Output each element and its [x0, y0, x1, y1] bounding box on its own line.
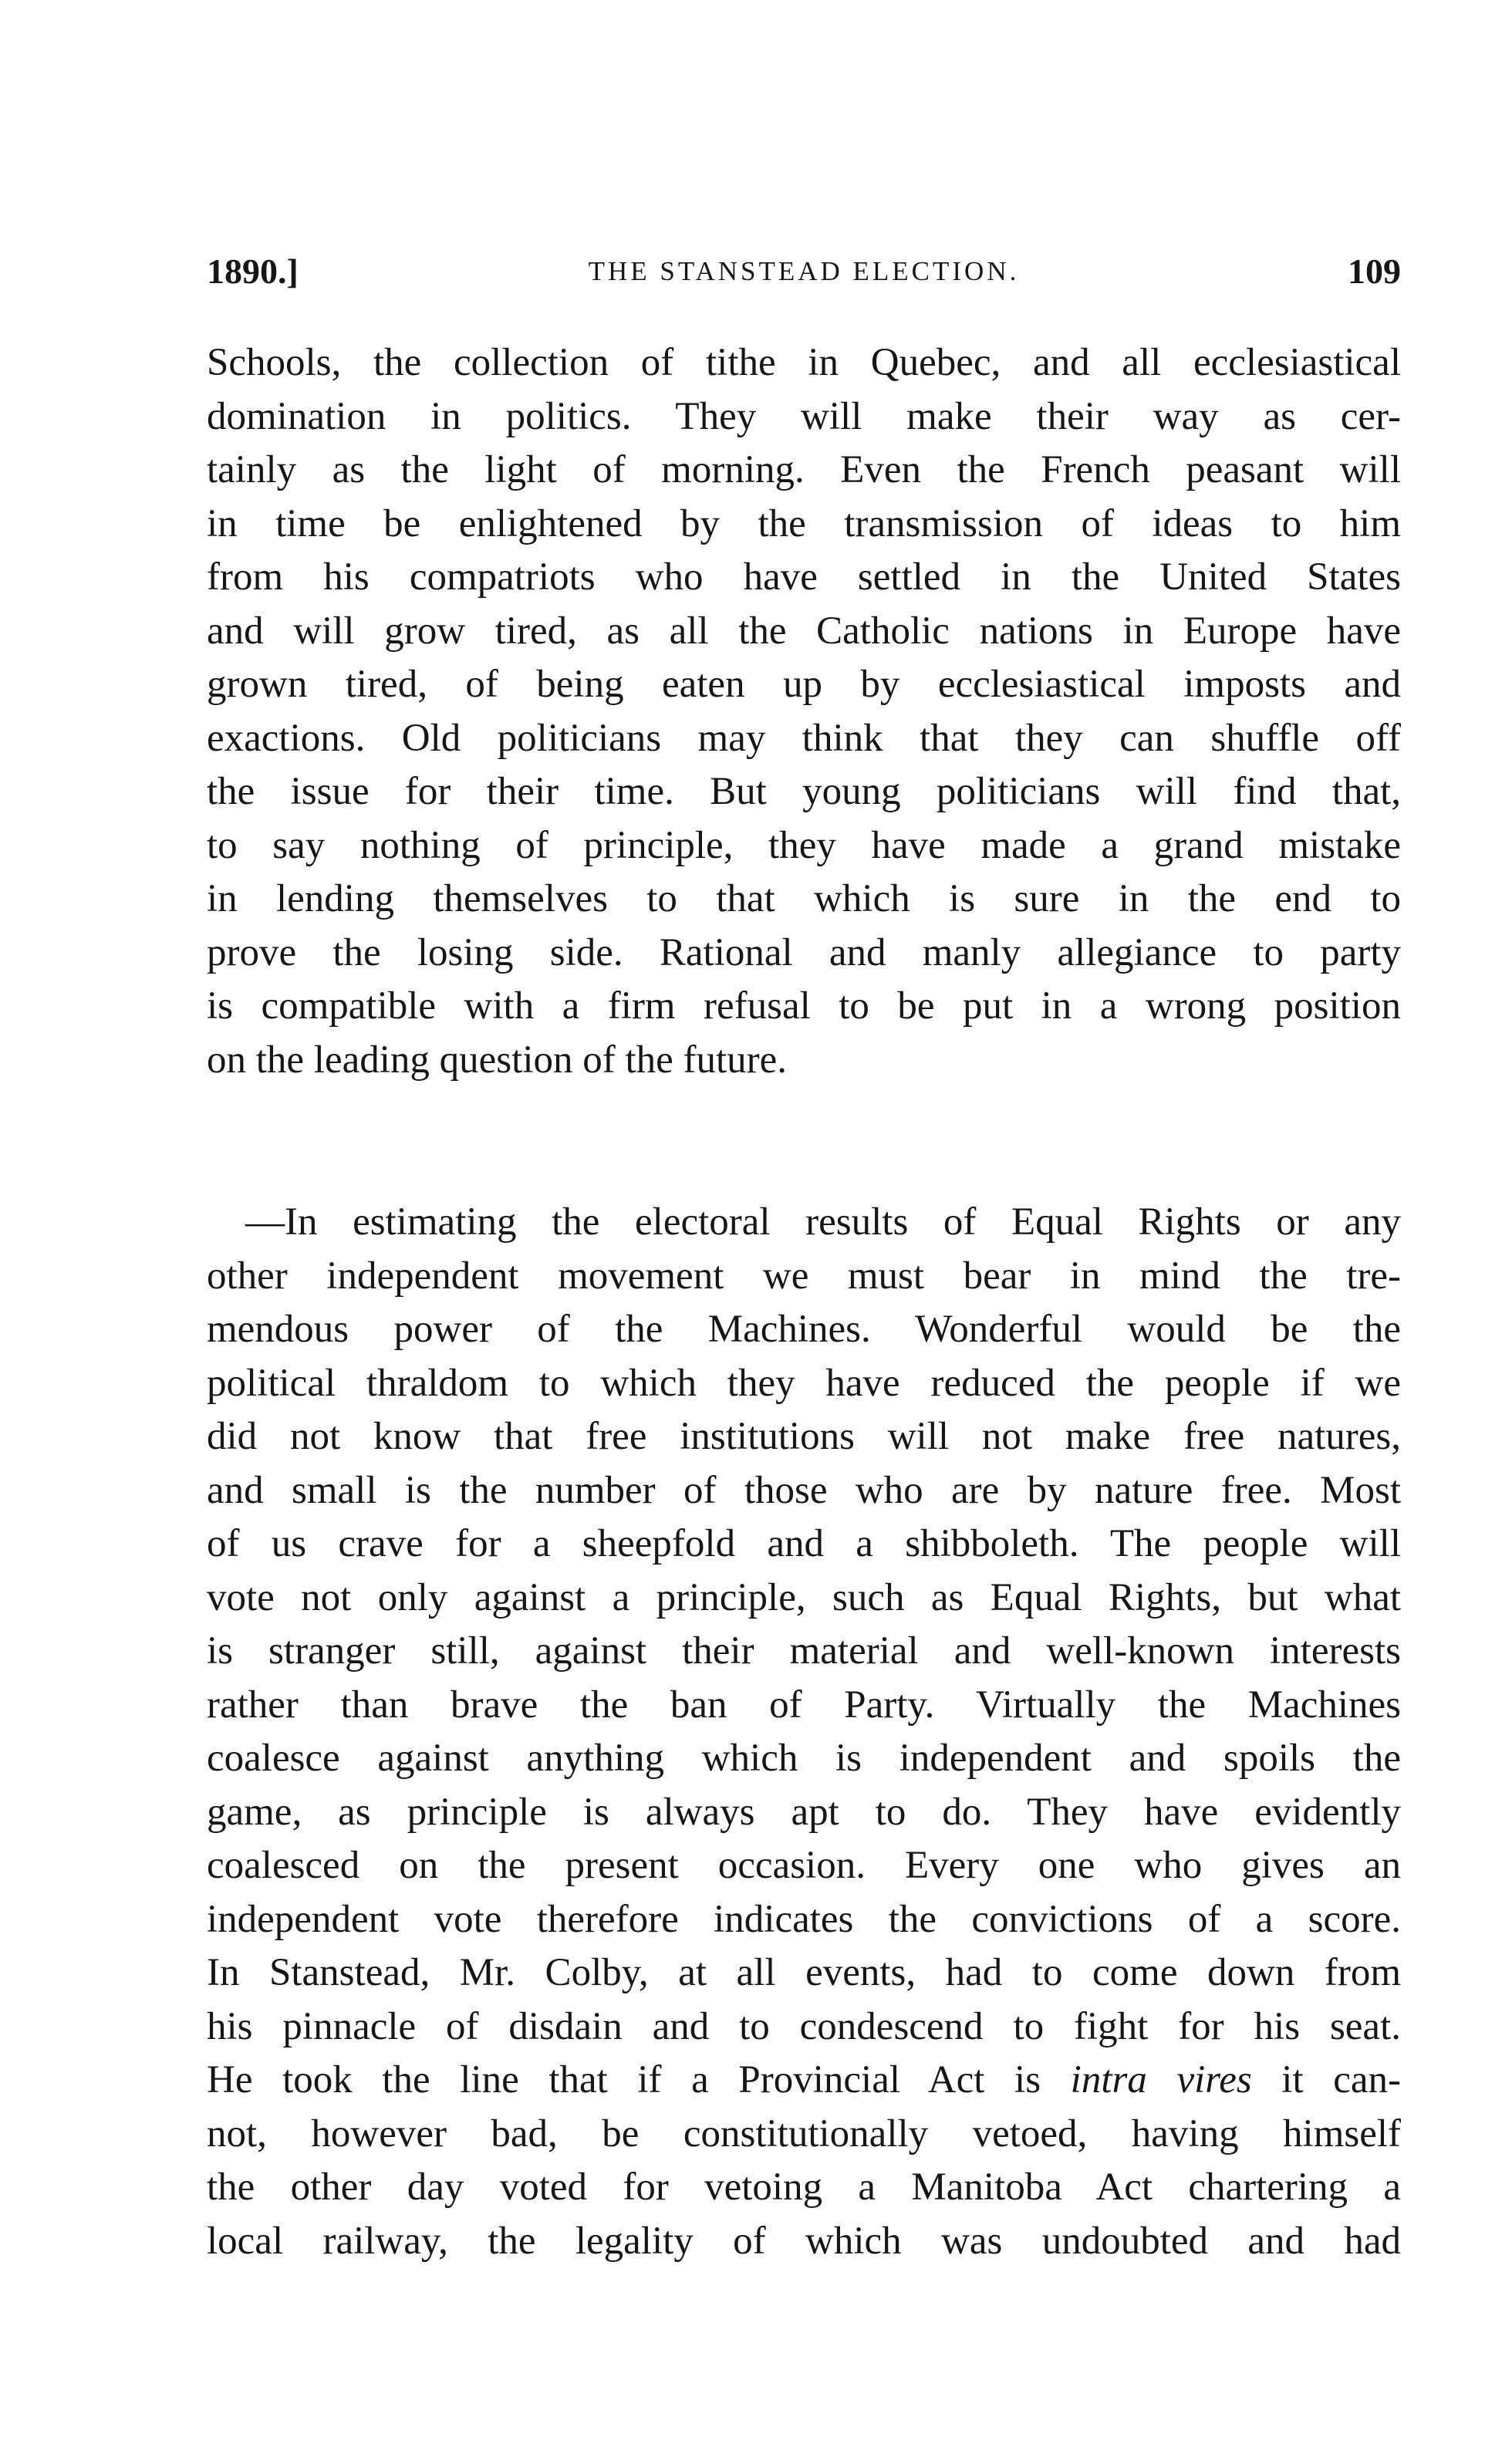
text-line: grown tired, of being eaten up by ecclesiastical imposts and	[207, 663, 1401, 706]
text-line: the other day voted for vetoing a Manitoba Act chartering a	[207, 2166, 1401, 2209]
text-line: local railway, the legality of which was undoubted and had	[207, 2219, 1401, 2263]
text-line: is compatible with a firm refusal to be put in a wrong position	[207, 984, 1401, 1028]
text-line: in lending themselves to that which is sure in the end to	[207, 877, 1401, 920]
text-segment: He took the line that if a Provincial Act is	[207, 2058, 1071, 2101]
running-head	[207, 248, 1401, 295]
text-line: did not know that free institutions will not make free natures,	[207, 1415, 1401, 1458]
text-line: political thraldom to which they have reduced the people if we	[207, 1361, 1401, 1405]
text-line: rather than brave the ban of Party. Virtually the Machines	[207, 1683, 1401, 1727]
text-line: of us crave for a sheepfold and a shibboleth. The people will	[207, 1522, 1401, 1565]
italic-phrase: intra vires	[1070, 2058, 1252, 2101]
text-line: vote not only against a principle, such as Equal Rights, but what	[207, 1575, 1401, 1619]
text-line: coalesce against anything which is independent and spoils the	[207, 1737, 1401, 1780]
text-line: from his compatriots who have settled in the United States	[207, 555, 1401, 599]
text-line: on the leading question of the future.	[207, 1038, 788, 1082]
text-line: is stranger still, against their material and well-known interests	[207, 1629, 1401, 1673]
text-line: the issue for their time. But young politicians will find that,	[207, 770, 1401, 813]
paragraph-equal-rights	[207, 1196, 1401, 2268]
text-line: other independent movement we must bear in mind the tre-	[207, 1254, 1401, 1298]
text-line: and small is the number of those who are by nature free. Most	[207, 1468, 1401, 1512]
text-line: coalesced on the present occasion. Every one who gives an	[207, 1844, 1401, 1887]
text-line: domination in politics. They will make their way as cer-	[207, 394, 1401, 438]
text-line: to say nothing of principle, they have made a grand mistake	[207, 823, 1401, 867]
text-line: and will grow tired, as all the Catholic nations in Europe have	[207, 609, 1401, 653]
text-line: tainly as the light of morning. Even the French peasant will	[207, 448, 1401, 491]
text-line: game, as principle is always apt to do. They have evidently	[207, 1790, 1401, 1834]
text-line: not, however bad, be constitutionally vetoed, having himself	[207, 2112, 1401, 2155]
text-segment: it can-	[1251, 2058, 1401, 2101]
text-line: In Stanstead, Mr. Colby, at all events, had to come down from	[207, 1951, 1401, 1994]
text-line: his pinnacle of disdain and to condescend to fight for his seat.	[207, 2004, 1401, 2048]
text-line: independent vote therefore indicates the convictions of a score.	[207, 1897, 1401, 1941]
text-line: mendous power of the Machines. Wonderful would be the	[207, 1308, 1401, 1351]
text-line: exactions. Old politicians may think that they can shuffle off	[207, 716, 1401, 760]
text-line: Schools, the collection of tithe in Quebec, and all ecclesiastical	[207, 341, 1401, 384]
text-line: in time be enlightened by the transmission of ideas to him	[207, 501, 1401, 545]
paragraph-continued	[207, 336, 1401, 1087]
page-number: 109	[1348, 252, 1401, 291]
text-line: —In estimating the electoral results of Equal Rights or any	[245, 1200, 1401, 1244]
header-title: THE STANSTEAD ELECTION.	[588, 256, 1020, 286]
header-year: 1890.]	[207, 252, 299, 291]
text-line-with-italic	[207, 2054, 1401, 2108]
text-line: prove the losing side. Rational and manly allegiance to party	[207, 930, 1401, 974]
